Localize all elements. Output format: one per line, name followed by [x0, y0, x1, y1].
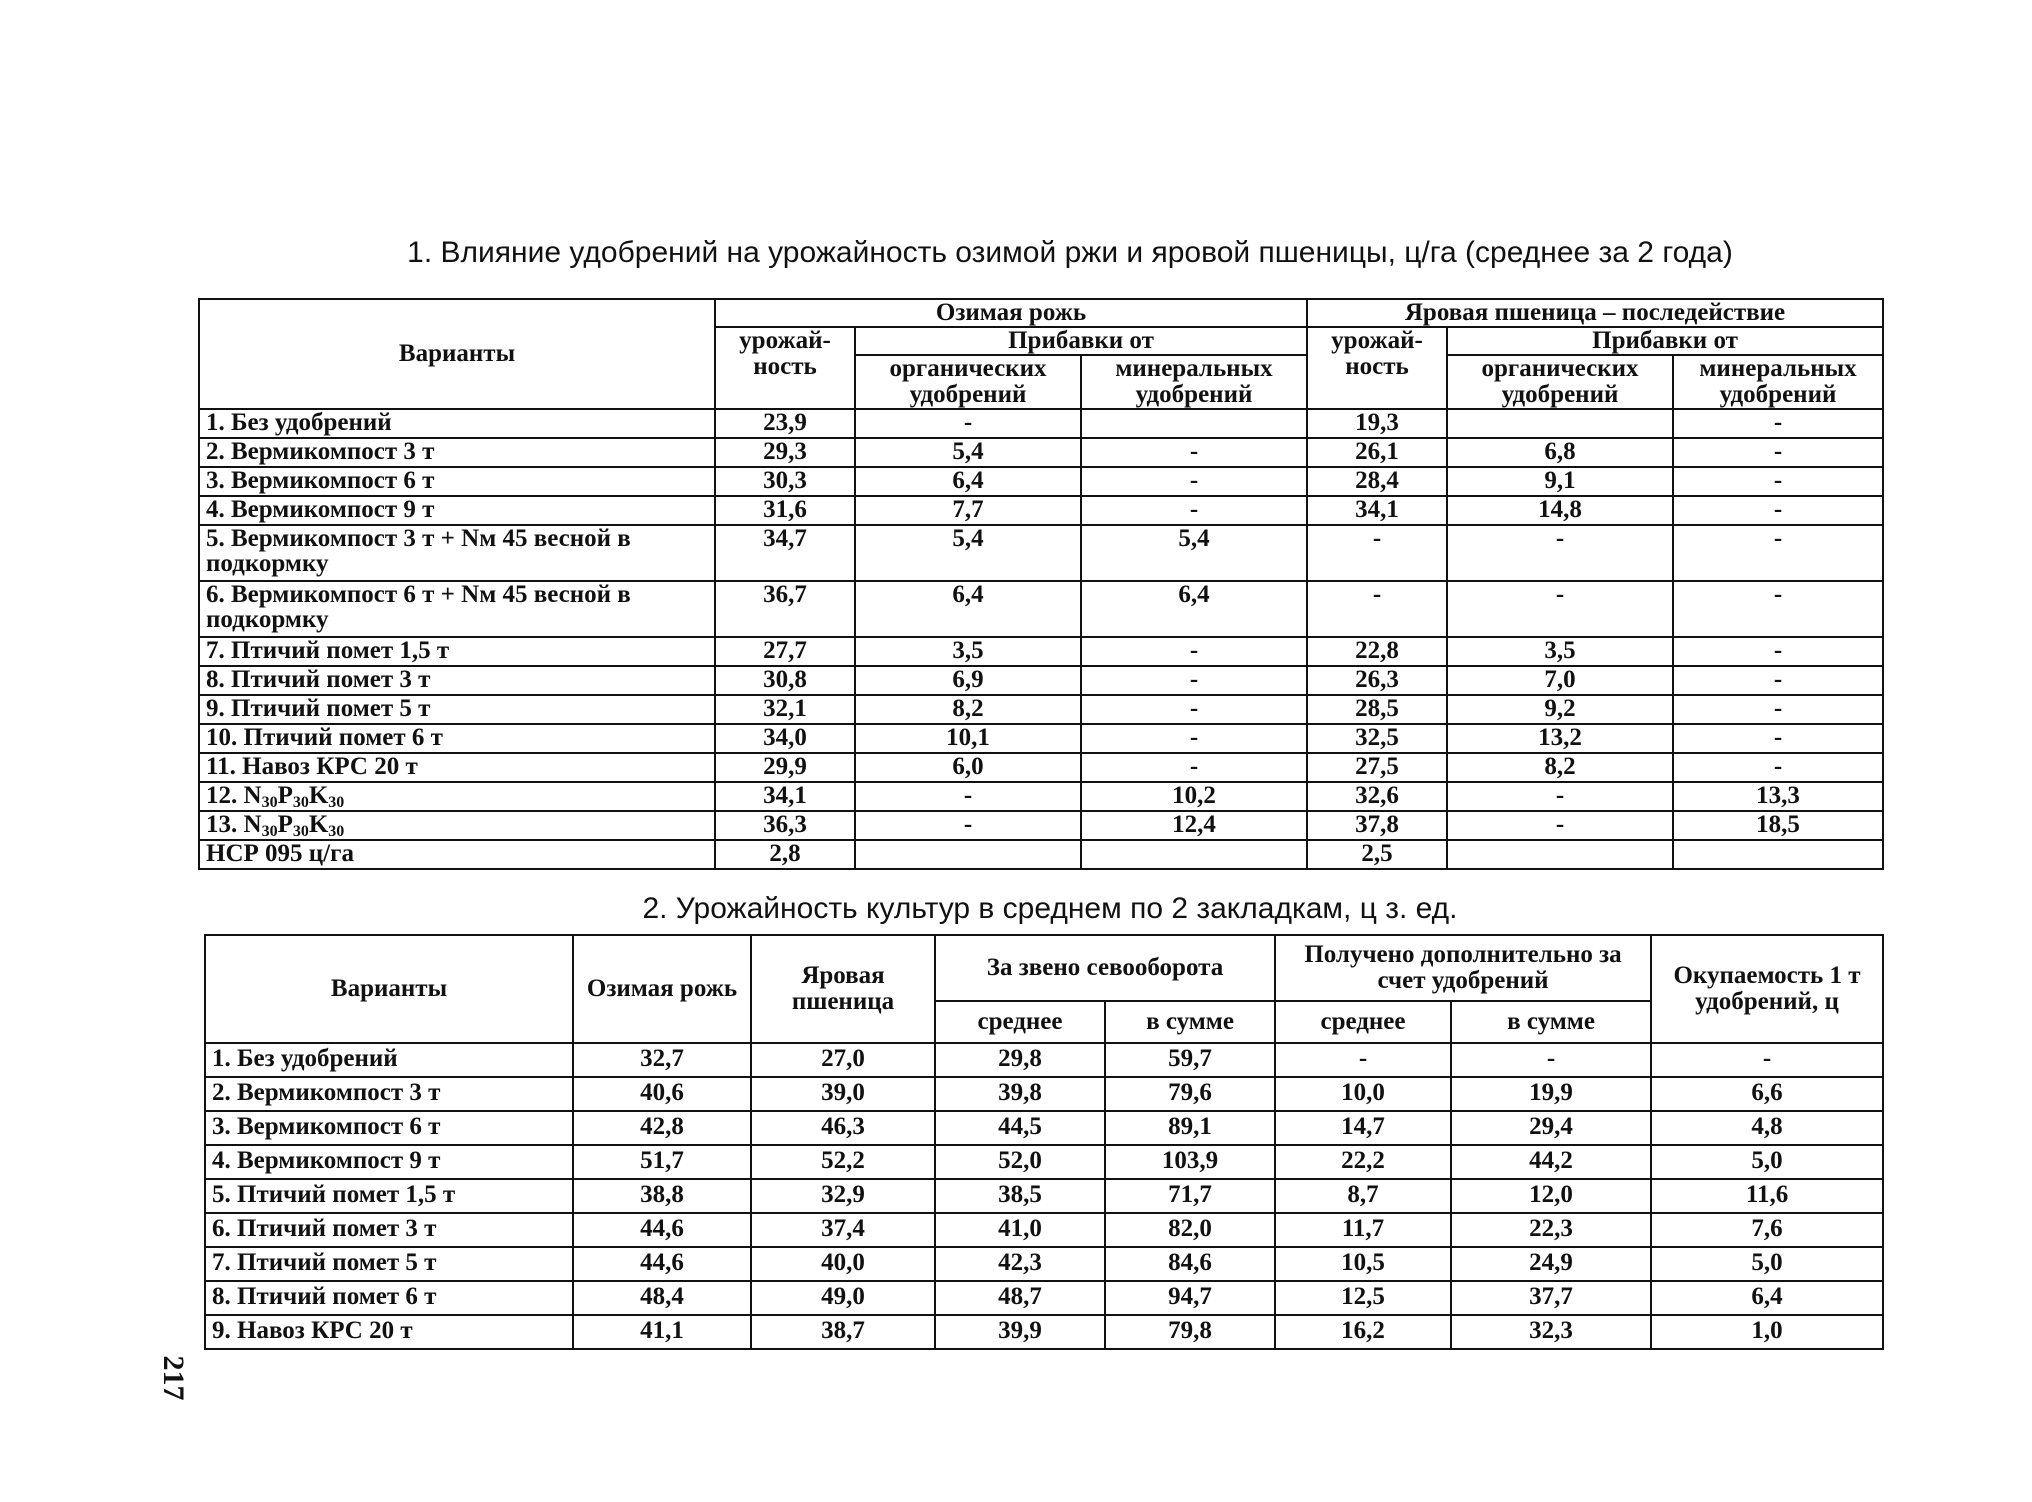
formula-part: 13. N — [206, 811, 262, 838]
table-cell: 12,4 — [1081, 811, 1307, 840]
table-cell: - — [1673, 695, 1883, 724]
table-cell: 12,0 — [1451, 1179, 1651, 1213]
table-cell: 22,3 — [1451, 1213, 1651, 1247]
page-number: 217 — [157, 1355, 190, 1401]
table-cell: 30,3 — [715, 467, 855, 496]
table-cell: - — [1081, 753, 1307, 782]
table-cell: - — [1673, 666, 1883, 695]
table-cell: 52,2 — [751, 1145, 935, 1179]
table-cell: 4,8 — [1651, 1111, 1883, 1145]
t1-header-rye-increases: Прибавки от — [855, 327, 1307, 355]
table-cell: 8,7 — [1275, 1179, 1451, 1213]
t1-header-wheat-yield: урожай-ность — [1307, 327, 1447, 409]
table-cell: 13,2 — [1447, 724, 1673, 753]
table-row — [199, 467, 1883, 496]
table-cell: 10,2 — [1081, 782, 1307, 811]
formula-part: 12. N — [206, 782, 262, 809]
table-cell: 31,6 — [715, 496, 855, 525]
table-cell: 36,3 — [715, 811, 855, 840]
table-cell: 39,9 — [935, 1315, 1105, 1349]
table-cell: - — [1673, 496, 1883, 525]
table-cell: 38,5 — [935, 1179, 1105, 1213]
t1-header-rye-yield: урожай-ность — [715, 327, 855, 409]
table-cell: - — [855, 811, 1081, 840]
table-cell: 36,7 — [715, 581, 855, 637]
row-variant-name: 7. Птичий помет 5 т — [205, 1247, 573, 1281]
table-cell: - — [1447, 525, 1673, 581]
t2-header-rotation-average: среднее — [935, 1001, 1105, 1043]
table-cell: - — [1275, 1043, 1451, 1077]
table-cell: 49,0 — [751, 1281, 935, 1315]
table-cell: 103,9 — [1105, 1145, 1275, 1179]
table-cell: 27,0 — [751, 1043, 935, 1077]
table-cell: 8,2 — [1447, 753, 1673, 782]
table-cell — [1081, 409, 1307, 438]
subscript: 30 — [292, 794, 309, 811]
table-cell: 8,2 — [855, 695, 1081, 724]
table-row — [199, 637, 1883, 666]
table-cell: 39,8 — [935, 1077, 1105, 1111]
t1-header-wheat-increases: Прибавки от — [1447, 327, 1883, 355]
table-cell: 5,0 — [1651, 1145, 1883, 1179]
table-cell: 52,0 — [935, 1145, 1105, 1179]
table-cell: 3,5 — [855, 637, 1081, 666]
table-cell: 42,8 — [573, 1111, 751, 1145]
table-row — [199, 409, 1883, 438]
formula-part: K — [308, 782, 329, 809]
table-cell: 37,7 — [1451, 1281, 1651, 1315]
table-cell: 34,1 — [715, 782, 855, 811]
subscript: 30 — [328, 823, 345, 840]
table-cell: 71,7 — [1105, 1179, 1275, 1213]
row-variant-name: НСР 095 ц/га — [199, 840, 715, 869]
table-cell: - — [1447, 581, 1673, 637]
table-cell: 34,7 — [715, 525, 855, 581]
table-cell: 59,7 — [1105, 1043, 1275, 1077]
table-cell: 19,3 — [1307, 409, 1447, 438]
row-variant-name: 5. Вермикомпост 3 т + Nм 45 весной в подкормку — [199, 525, 715, 581]
row-variant-name: 4. Вермикомпост 9 т — [205, 1145, 573, 1179]
subscript: 30 — [328, 794, 345, 811]
table-row — [199, 438, 1883, 467]
table-cell: 5,4 — [855, 438, 1081, 467]
table-cell: 34,0 — [715, 724, 855, 753]
table-row — [199, 753, 1883, 782]
t2-header-spring-wheat: Яровая пшеница — [751, 935, 935, 1043]
table-cell: 1,0 — [1651, 1315, 1883, 1349]
row-variant-name: 9. Навоз КРС 20 т — [205, 1315, 573, 1349]
t2-header-additional-average: среднее — [1275, 1001, 1451, 1043]
table-row — [205, 1043, 1883, 1077]
table-cell: - — [1081, 695, 1307, 724]
table-cell: - — [1081, 666, 1307, 695]
table-cell: - — [1673, 438, 1883, 467]
table-cell: 28,4 — [1307, 467, 1447, 496]
table-cell: 29,9 — [715, 753, 855, 782]
table-cell: 5,4 — [855, 525, 1081, 581]
formula-part: P — [277, 811, 293, 838]
table-cell: 32,7 — [573, 1043, 751, 1077]
table-cell: 37,4 — [751, 1213, 935, 1247]
table-cell: 41,0 — [935, 1213, 1105, 1247]
table-cell: 6,4 — [1081, 581, 1307, 637]
table-cell: 6,6 — [1651, 1077, 1883, 1111]
table-cell: 44,6 — [573, 1247, 751, 1281]
rotation-yield-table — [204, 934, 1884, 1350]
table-cell: 22,8 — [1307, 637, 1447, 666]
table-cell: 24,9 — [1451, 1247, 1651, 1281]
table-cell: - — [855, 409, 1081, 438]
table-cell: - — [1651, 1043, 1883, 1077]
table-cell: 10,1 — [855, 724, 1081, 753]
t1-header-winter-rye: Озимая рожь — [715, 299, 1307, 327]
table-cell: 38,8 — [573, 1179, 751, 1213]
table-cell: - — [1673, 525, 1883, 581]
table-cell: 9,1 — [1447, 467, 1673, 496]
table-cell: - — [1447, 811, 1673, 840]
table-cell: 5,4 — [1081, 525, 1307, 581]
table-cell: - — [1673, 409, 1883, 438]
table-cell — [1673, 840, 1883, 869]
table-cell: 7,6 — [1651, 1213, 1883, 1247]
table-cell: 6,4 — [855, 467, 1081, 496]
table-cell: 2,5 — [1307, 840, 1447, 869]
table-cell: 37,8 — [1307, 811, 1447, 840]
table-cell: 2,8 — [715, 840, 855, 869]
table-cell: 10,0 — [1275, 1077, 1451, 1111]
table-cell: 6,4 — [855, 581, 1081, 637]
table-cell — [1081, 840, 1307, 869]
table-row — [199, 840, 1883, 869]
table-cell: 28,5 — [1307, 695, 1447, 724]
table-cell: 44,6 — [573, 1213, 751, 1247]
row-variant-name: 2. Вермикомпост 3 т — [205, 1077, 573, 1111]
subscript: 30 — [261, 823, 278, 840]
table-cell: 6,4 — [1651, 1281, 1883, 1315]
t1-header-wheat-mineral: минеральных удобрений — [1673, 355, 1883, 409]
table-cell: 32,3 — [1451, 1315, 1651, 1349]
table-cell: 5,0 — [1651, 1247, 1883, 1281]
table-cell: 26,3 — [1307, 666, 1447, 695]
table-cell: 7,7 — [855, 496, 1081, 525]
table-row — [205, 1315, 1883, 1349]
table-cell — [1447, 840, 1673, 869]
row-variant-name — [199, 782, 715, 811]
table2-caption: 2. Урожайность культур в среднем по 2 закладкам, ц з. ед. — [642, 892, 1458, 925]
table-cell: 14,8 — [1447, 496, 1673, 525]
table-cell: - — [1081, 724, 1307, 753]
table-cell: 32,6 — [1307, 782, 1447, 811]
table-cell: 22,2 — [1275, 1145, 1451, 1179]
table-cell: - — [1081, 467, 1307, 496]
row-variant-name: 7. Птичий помет 1,5 т — [199, 637, 715, 666]
table-cell: - — [855, 782, 1081, 811]
table-cell: 29,8 — [935, 1043, 1105, 1077]
row-variant-name: 8. Птичий помет 3 т — [199, 666, 715, 695]
table-cell: 13,3 — [1673, 782, 1883, 811]
table-row — [205, 1111, 1883, 1145]
table-cell: 79,6 — [1105, 1077, 1275, 1111]
table-cell: 51,7 — [573, 1145, 751, 1179]
table-row — [205, 1179, 1883, 1213]
table-row — [205, 1213, 1883, 1247]
table-cell: 10,5 — [1275, 1247, 1451, 1281]
table-cell: 44,2 — [1451, 1145, 1651, 1179]
table-cell: 9,2 — [1447, 695, 1673, 724]
subscript: 30 — [292, 823, 309, 840]
row-variant-name: 5. Птичий помет 1,5 т — [205, 1179, 573, 1213]
table-cell: 19,9 — [1451, 1077, 1651, 1111]
table-row — [205, 1145, 1883, 1179]
table-cell: 14,7 — [1275, 1111, 1451, 1145]
table-cell: 3,5 — [1447, 637, 1673, 666]
t1-header-rye-mineral: минеральных удобрений — [1081, 355, 1307, 409]
table-cell: 32,9 — [751, 1179, 935, 1213]
t2-header-winter-rye: Озимая рожь — [573, 935, 751, 1043]
table-cell: 26,1 — [1307, 438, 1447, 467]
subscript: 30 — [261, 794, 278, 811]
table-cell: 34,1 — [1307, 496, 1447, 525]
row-variant-name: 1. Без удобрений — [205, 1043, 573, 1077]
table-row — [199, 581, 1883, 637]
t1-header-wheat-organic: органических удобрений — [1447, 355, 1673, 409]
table-cell: - — [1451, 1043, 1651, 1077]
table-cell: 29,4 — [1451, 1111, 1651, 1145]
t1-header-rye-organic: органических удобрений — [855, 355, 1081, 409]
table-cell: 32,1 — [715, 695, 855, 724]
table-cell: - — [1673, 637, 1883, 666]
table-cell: 11,7 — [1275, 1213, 1451, 1247]
formula-part: K — [308, 811, 329, 838]
row-variant-name: 6. Птичий помет 3 т — [205, 1213, 573, 1247]
table-cell: - — [1673, 581, 1883, 637]
row-variant-name: 4. Вермикомпост 9 т — [199, 496, 715, 525]
table-cell: - — [1447, 782, 1673, 811]
table-cell: 6,0 — [855, 753, 1081, 782]
table-cell: 84,6 — [1105, 1247, 1275, 1281]
table-cell — [855, 840, 1081, 869]
table-cell: 94,7 — [1105, 1281, 1275, 1315]
table-cell: - — [1081, 637, 1307, 666]
table-cell: 42,3 — [935, 1247, 1105, 1281]
row-variant-name: 1. Без удобрений — [199, 409, 715, 438]
table-cell: 30,8 — [715, 666, 855, 695]
table-row — [205, 1247, 1883, 1281]
t2-header-additional-total: в сумме — [1451, 1001, 1651, 1043]
table-cell: 12,5 — [1275, 1281, 1451, 1315]
table-cell: 7,0 — [1447, 666, 1673, 695]
table-cell: - — [1081, 438, 1307, 467]
row-variant-name: 6. Вермикомпост 6 т + Nм 45 весной в подкормку — [199, 581, 715, 637]
t2-header-additional: Получено дополнительно за счет удобрений — [1275, 935, 1651, 1001]
table-cell: - — [1081, 496, 1307, 525]
table-cell: 89,1 — [1105, 1111, 1275, 1145]
table-row — [205, 1077, 1883, 1111]
table-cell: 16,2 — [1275, 1315, 1451, 1349]
table-cell: - — [1307, 581, 1447, 637]
table-cell: - — [1307, 525, 1447, 581]
table-cell: 27,5 — [1307, 753, 1447, 782]
fertilizer-yield-table — [198, 298, 1884, 870]
row-variant-name: 10. Птичий помет 6 т — [199, 724, 715, 753]
table-row — [205, 1281, 1883, 1315]
table-row — [199, 695, 1883, 724]
row-variant-name — [199, 811, 715, 840]
table-cell: 6,8 — [1447, 438, 1673, 467]
t2-header-payback: Окупаемость 1 т удобрений, ц — [1651, 935, 1883, 1043]
table-cell: 48,4 — [573, 1281, 751, 1315]
table-cell: 41,1 — [573, 1315, 751, 1349]
table-cell: - — [1673, 724, 1883, 753]
t1-header-spring-wheat: Яровая пшеница – последействие — [1307, 299, 1883, 327]
table-cell: 39,0 — [751, 1077, 935, 1111]
row-variant-name: 2. Вермикомпост 3 т — [199, 438, 715, 467]
table-cell: 32,5 — [1307, 724, 1447, 753]
table-cell: - — [1673, 753, 1883, 782]
formula-part: P — [277, 782, 293, 809]
table-cell: 6,9 — [855, 666, 1081, 695]
t2-header-variants: Варианты — [205, 935, 573, 1043]
table-cell: 40,6 — [573, 1077, 751, 1111]
row-variant-name: 3. Вермикомпост 6 т — [205, 1111, 573, 1145]
table-cell: 29,3 — [715, 438, 855, 467]
table-row — [199, 782, 1883, 811]
table-cell: 18,5 — [1673, 811, 1883, 840]
table-cell: 46,3 — [751, 1111, 935, 1145]
table-cell: 40,0 — [751, 1247, 935, 1281]
row-variant-name: 9. Птичий помет 5 т — [199, 695, 715, 724]
row-variant-name: 3. Вермикомпост 6 т — [199, 467, 715, 496]
table-cell: 11,6 — [1651, 1179, 1883, 1213]
table1-caption: 1. Влияние удобрений на урожайность озимой ржи и яровой пшеницы, ц/га (среднее за 2 года) — [407, 236, 1733, 269]
table-cell: 23,9 — [715, 409, 855, 438]
table-cell: - — [1673, 467, 1883, 496]
table-row — [199, 496, 1883, 525]
table-row — [199, 724, 1883, 753]
table-row — [199, 525, 1883, 581]
table-cell — [1447, 409, 1673, 438]
row-variant-name: 8. Птичий помет 6 т — [205, 1281, 573, 1315]
t1-header-variants: Варианты — [199, 299, 715, 409]
table-cell: 38,7 — [751, 1315, 935, 1349]
table-cell: 27,7 — [715, 637, 855, 666]
table-cell: 82,0 — [1105, 1213, 1275, 1247]
table-row — [199, 666, 1883, 695]
table-cell: 44,5 — [935, 1111, 1105, 1145]
table-cell: 48,7 — [935, 1281, 1105, 1315]
row-variant-name: 11. Навоз КРС 20 т — [199, 753, 715, 782]
table-cell: 79,8 — [1105, 1315, 1275, 1349]
table-row — [199, 811, 1883, 840]
t2-header-rotation-total: в сумме — [1105, 1001, 1275, 1043]
t2-header-per-rotation: За звено севооборота — [935, 935, 1275, 1001]
